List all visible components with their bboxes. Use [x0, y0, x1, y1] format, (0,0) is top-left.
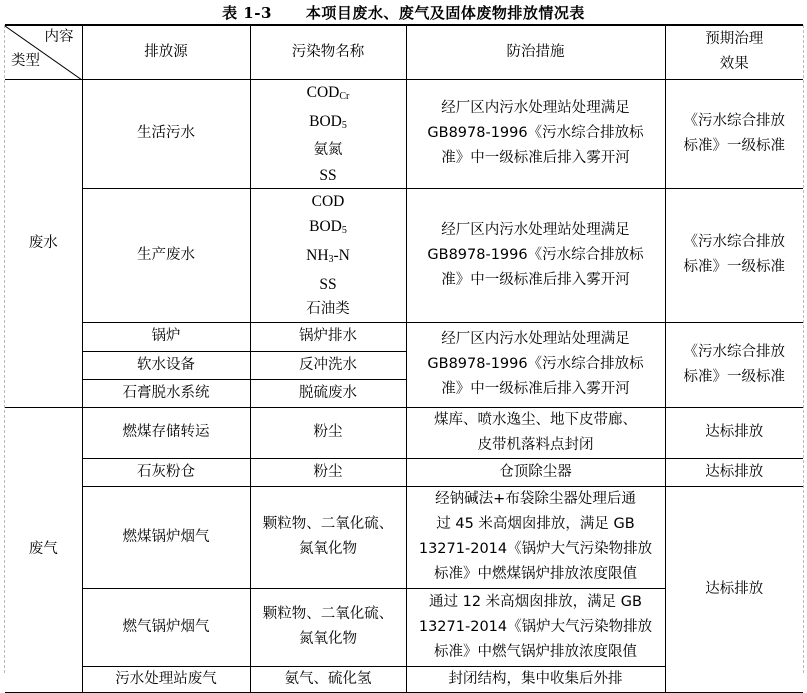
effect-cell-shared: 达标排放 [665, 486, 803, 692]
table-caption: 本项目废水、废气及固体废物排放情况表 [305, 4, 585, 22]
header-effect-line1: 预期治理 [705, 31, 764, 48]
pollutant-cell: 粉尘 [250, 458, 406, 486]
measures-line: 准》中一级标准后排入雾开河 [441, 381, 630, 397]
pollutant-item: COD [311, 192, 345, 210]
effect-cell: 达标排放 [665, 407, 803, 458]
pollutant-cell: 脱硫废水 [250, 379, 406, 407]
table-number: 表 1-3 [222, 4, 272, 22]
source-cell: 石灰粉仓 [82, 458, 250, 486]
pollutant-item [251, 80, 406, 109]
pollutant-cell [250, 588, 406, 666]
pollutant-item: SS [319, 275, 337, 293]
measures-cell [406, 322, 665, 407]
measures-line: 标准》中燃气锅炉排放浓度限值 [434, 643, 637, 660]
measures-cell [406, 79, 665, 188]
measures-line: 经厂区内污水处理站处理满足 [441, 100, 630, 116]
pollutant-text: BOD [309, 112, 342, 130]
measures-line: 经厂区内污水处理站处理满足 [441, 221, 630, 238]
measures-line: 经厂区内污水处理站处理满足 [441, 331, 630, 347]
measures-cell [406, 588, 665, 666]
source-cell: 石膏脱水系统 [82, 379, 250, 407]
pollutant-subscript: 5 [341, 119, 347, 131]
table-row [5, 188, 803, 322]
effect-line: 《污水综合排放 [683, 112, 785, 129]
header-row [5, 25, 803, 79]
pollutant-item [251, 109, 406, 138]
measures-cell [406, 407, 665, 458]
measures-cell [406, 188, 665, 322]
source-cell: 生产废水 [82, 188, 250, 322]
measures-line: GB8978-1996《污水综合排放标 [427, 125, 644, 141]
table-title [0, 2, 807, 23]
effect-cell [665, 188, 803, 322]
measures-cell: 仓顶除尘器 [406, 458, 665, 486]
pollutant-item: 石油类 [306, 300, 350, 317]
measures-line: GB8978-1996《污水综合排放标 [427, 356, 644, 372]
measures-line: 皮带机落料点封闭 [477, 436, 594, 453]
measures-line: 准》中一级标准后排入雾开河 [441, 150, 630, 166]
pollutant-item: SS [319, 166, 337, 184]
pollutant-text: BOD [309, 217, 342, 235]
measures-line: 标准》中燃煤锅炉排放浓度限值 [434, 566, 637, 582]
pollutant-item: 氨氮 [313, 141, 343, 158]
table-row [5, 79, 803, 188]
header-content-label: 内容 [44, 29, 74, 46]
type-cell-wastewater: 废水 [5, 79, 82, 407]
table-row [5, 458, 803, 486]
table-row [5, 322, 803, 351]
effect-line: 标准》一级标准 [683, 368, 785, 385]
page-margin-guide-right [803, 25, 804, 673]
header-effect [665, 25, 803, 79]
pollutant-subscript: 3 [328, 253, 334, 265]
measures-line: 13271-2014《锅炉大气污染物排放 [418, 618, 653, 635]
table-row [5, 407, 803, 458]
pollutant-subscript: 5 [341, 224, 347, 236]
source-cell: 燃煤存储转运 [82, 407, 250, 458]
source-cell: 软水设备 [82, 351, 250, 379]
pollutant-cell: 反冲洗水 [250, 351, 406, 379]
pollutant-line: 颗粒物、二氧化硫、 [262, 516, 394, 532]
effect-line: 《污水综合排放 [683, 343, 785, 360]
pollutant-item [251, 214, 406, 243]
header-measures: 防治措施 [406, 25, 665, 79]
measures-line: 准》中一级标准后排入雾开河 [441, 271, 630, 288]
source-cell: 燃气锅炉烟气 [82, 588, 250, 666]
effect-cell: 达标排放 [665, 458, 803, 486]
pollutant-line: 颗粒物、二氧化硫、 [262, 606, 394, 622]
pollutant-suffix: -N [333, 246, 350, 264]
effect-line: 标准》一级标准 [683, 137, 785, 154]
header-corner-cell [5, 25, 82, 79]
measures-line: 13271-2014《锅炉大气污染物排放 [418, 541, 653, 557]
header-effect-line2: 效果 [719, 56, 749, 73]
source-cell: 燃煤锅炉烟气 [82, 486, 250, 588]
pollutant-cell [250, 188, 406, 322]
pollutant-line: 氮氧化物 [299, 541, 357, 557]
measures-cell [406, 486, 665, 588]
pollutant-item [251, 243, 406, 272]
measures-line: 煤库、喷水逸尘、地下皮带廊、 [434, 411, 637, 428]
pollutant-line: 氮氧化物 [299, 631, 357, 647]
type-cell-exhaust: 废气 [5, 407, 82, 692]
source-cell: 锅炉 [82, 322, 250, 351]
measures-line: GB8978-1996《污水综合排放标 [427, 246, 644, 263]
pollutant-cell: 粉尘 [250, 407, 406, 458]
pollutant-cell [250, 486, 406, 588]
source-cell: 污水处理站废气 [82, 666, 250, 692]
effect-line: 标准》一级标准 [683, 259, 785, 275]
pollutant-cell: 氨气、硫化氢 [250, 666, 406, 692]
measures-cell: 封闭结构，集中收集后外排 [406, 666, 665, 692]
pollutant-cell [250, 79, 406, 188]
effect-cell [665, 322, 803, 407]
effect-cell [665, 79, 803, 188]
measures-line: 通过 12 米高烟囱排放，满足 GB [429, 593, 642, 610]
measures-line: 过 45 米高烟囱排放，满足 GB [436, 516, 635, 532]
pollutant-text: COD [306, 83, 340, 101]
effect-line: 《污水综合排放 [683, 234, 785, 250]
measures-line: 经钠碱法+布袋除尘器处理后通 [435, 491, 636, 507]
header-source: 排放源 [82, 25, 250, 79]
pollutant-subscript: Cr [339, 90, 350, 102]
header-pollutant: 污染物名称 [250, 25, 406, 79]
header-type-label: 类型 [11, 53, 40, 70]
pollutant-text: NH [306, 246, 329, 264]
table-row [5, 486, 803, 588]
pollutant-cell: 锅炉排水 [250, 322, 406, 351]
source-cell: 生活污水 [82, 79, 250, 188]
emissions-table [5, 24, 803, 693]
